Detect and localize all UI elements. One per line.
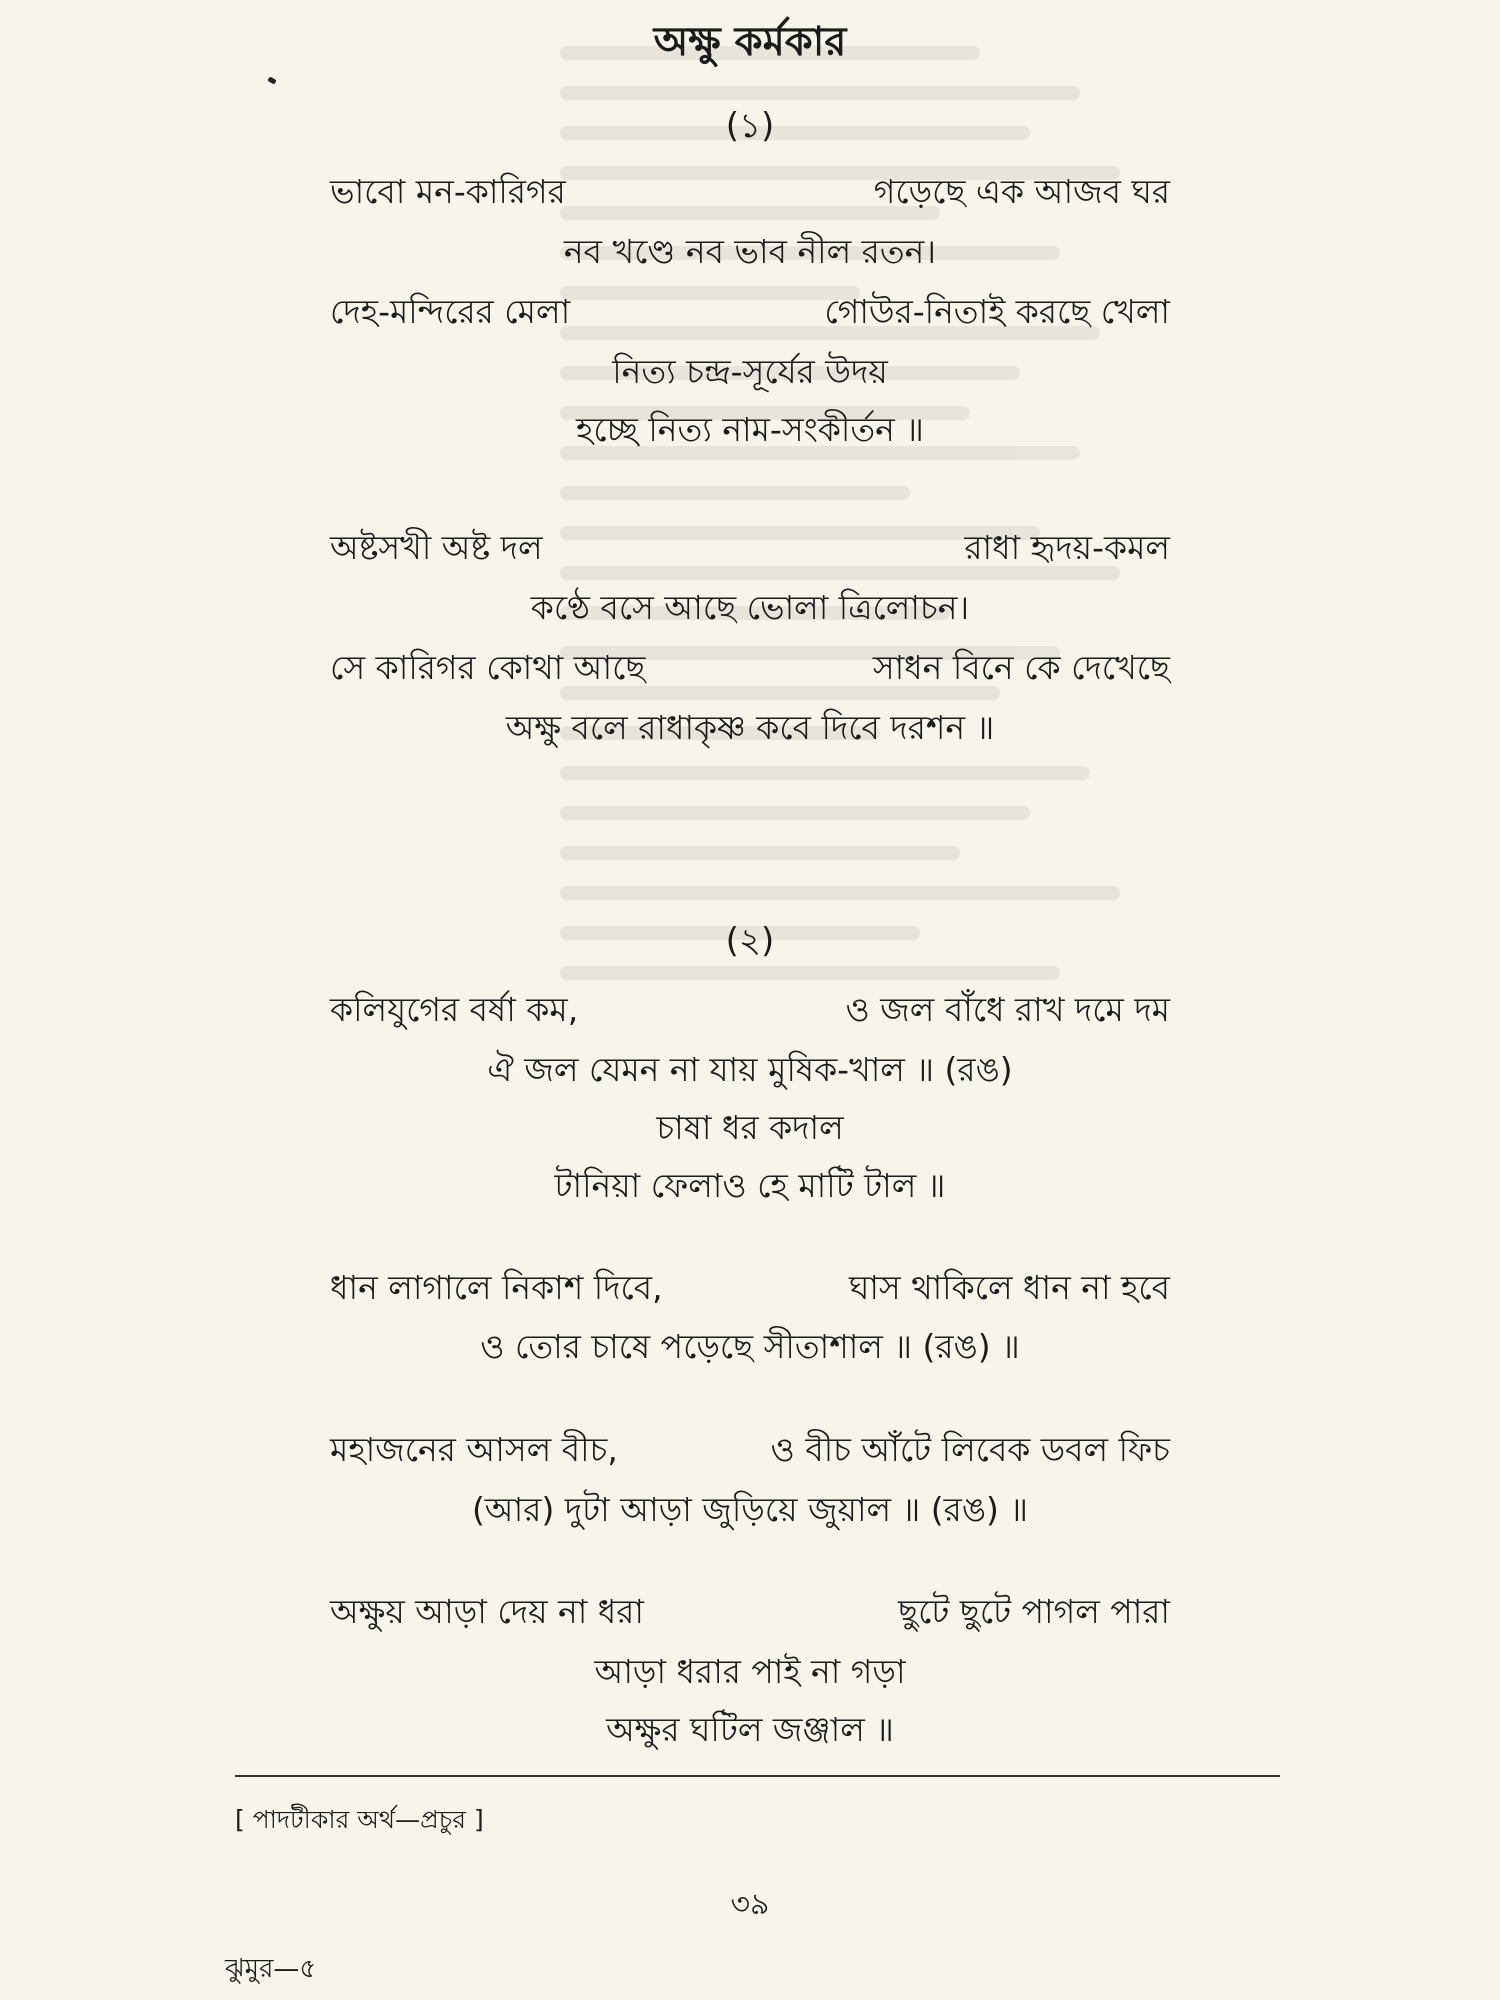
verse-line-right: ঘাস থাকিলে ধান না হবে	[848, 1268, 1170, 1307]
verse-line-left: মহাজনের আসল বীচ,	[330, 1430, 618, 1469]
ink-speck	[267, 76, 276, 84]
verse-line-center: চাষা ধর কদাল	[656, 1108, 844, 1147]
verse-line-right: গড়েছে এক আজব ঘর	[873, 172, 1170, 211]
verse-line-right: ছুটে ছুটে পাগল পারা	[898, 1592, 1170, 1631]
verse-line-left: দেহ-মন্দিরের মেলা	[330, 292, 571, 331]
verse-line-center: ও তোর চাষে পড়েছে সীতাশাল ॥ (রঙ) ॥	[480, 1327, 1020, 1366]
footnote-divider	[235, 1775, 1280, 1777]
page-title: অক্ষু কর্মকার	[653, 19, 847, 65]
verse-line-right: ও জল বাঁধে রাখ দমে দম	[845, 990, 1170, 1029]
footnote: [ পাদটীকার অর্থ—প্রচুর ]	[235, 1805, 484, 1834]
verse-line-left: কলিযুগের বর্ষা কম,	[330, 990, 579, 1029]
verse-line-center: টানিয়া ফেলাও হে মাটি টাল ॥	[554, 1166, 946, 1205]
verse-line-left: ধান লাগালে নিকাশ দিবে,	[330, 1268, 663, 1307]
verse-line-left: ভাবো মন-কারিগর	[330, 172, 566, 211]
verse-line-left: অক্ষুয় আড়া দেয় না ধরা	[330, 1592, 644, 1631]
verse-line-left: সে কারিগর কোথা আছে	[330, 648, 646, 687]
verse-line-right: সাধন বিনে কে দেখেছে	[872, 648, 1170, 687]
signature-mark: ঝুমুর—৫	[225, 1954, 317, 1984]
verse-line-left: অষ্টসখী অষ্ট দল	[330, 528, 543, 567]
verse-line-center: নব খণ্ডে নব ভাব নীল রতন।	[563, 232, 937, 271]
verse-line-center: ঐ জল যেমন না যায় মুষিক-খাল ॥ (রঙ)	[487, 1050, 1013, 1089]
verse-line-center: আড়া ধরার পাই না গড়া	[594, 1652, 906, 1691]
page-number: ৩৯	[730, 1887, 770, 1922]
song-number-1: (১)	[725, 106, 775, 146]
verse-line-right: গোউর-নিতাই করছে খেলা	[824, 292, 1170, 331]
verse-line-center: হচ্ছে নিত্য নাম-সংকীর্তন ॥	[576, 410, 924, 449]
verse-line-center: নিত্য চন্দ্র-সূর্যের উদয়	[612, 352, 888, 391]
verse-line-center: (আর) দুটা আড়া জুড়িয়ে জুয়াল ॥ (রঙ) ॥	[471, 1490, 1029, 1529]
verse-line-center: কণ্ঠে বসে আছে ভোলা ত্রিলোচন।	[530, 588, 970, 627]
verse-line-right: ও বীচ আঁটে লিবেক ডবল ফিচ	[770, 1430, 1170, 1469]
verse-line-center: অক্ষু বলে রাধাকৃষ্ণ কবে দিবে দরশন ॥	[505, 708, 995, 747]
verse-line-right: রাধা হৃদয়-কমল	[964, 528, 1170, 567]
verse-line-center: অক্ষুর ঘটিল জঞ্জাল ॥	[606, 1710, 894, 1749]
song-number-2: (২)	[725, 921, 775, 961]
